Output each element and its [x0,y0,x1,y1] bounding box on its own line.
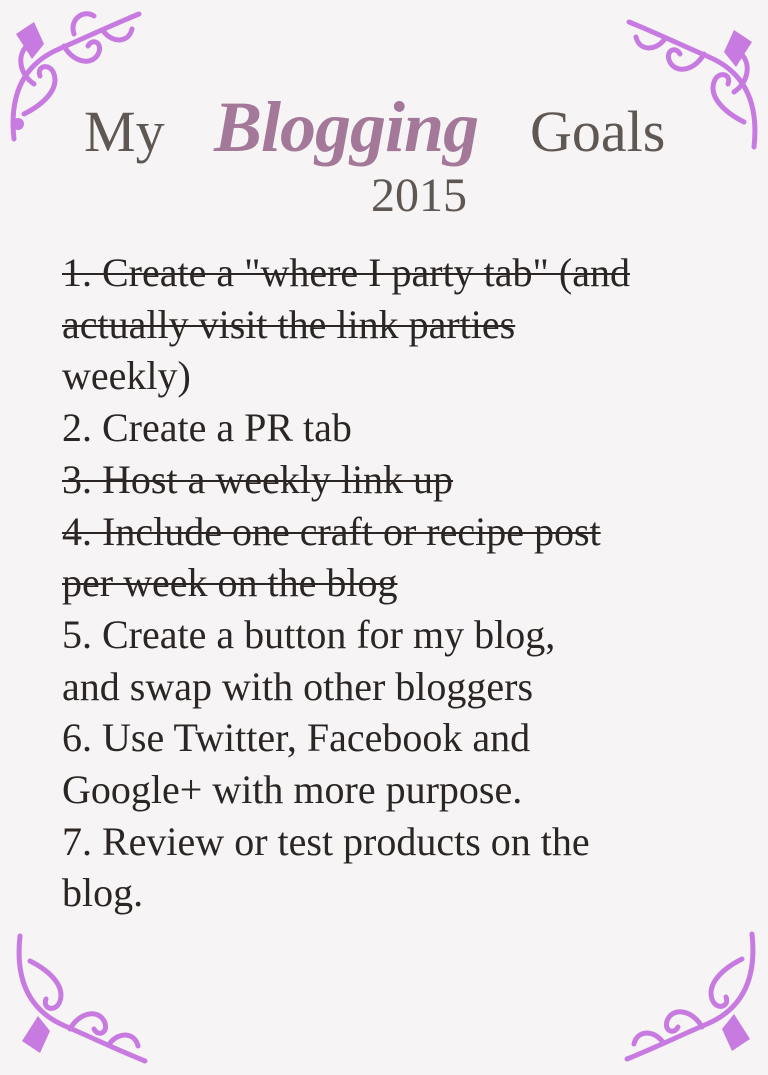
goal-line: 7. Review or test products on the [62,818,590,864]
goals-list [62,247,762,919]
goal-line: blog. [62,870,144,916]
goal-line-completed: 3. Host a weekly link up [62,456,454,502]
page-title [0,88,768,168]
goal-line: 2. Create a PR tab [62,405,352,451]
goal-line: weekly) [62,353,191,399]
goal-line: 5. Create a button for my blog, [62,611,556,657]
goal-line: 6. Use Twitter, Facebook and [62,715,531,761]
title-my: My [84,99,165,164]
flourish-corner-bottom-right-icon [612,919,762,1069]
goal-line-completed: 1. Create a "where I party tab" (and [62,250,630,295]
title-blogging: Blogging [214,87,479,167]
goal-line-completed: actually visit the link parties [62,301,516,347]
goal-line-completed: 4. Include one craft or recipe post [62,508,601,554]
flourish-corner-bottom-left-icon [10,921,160,1071]
title-year: 2015 [371,169,467,222]
goal-line: and swap with other bloggers [62,663,534,709]
goal-line-completed: per week on the blog [62,560,398,606]
title-goals: Goals [530,99,666,164]
goal-line: Google+ with more purpose. [62,767,523,813]
